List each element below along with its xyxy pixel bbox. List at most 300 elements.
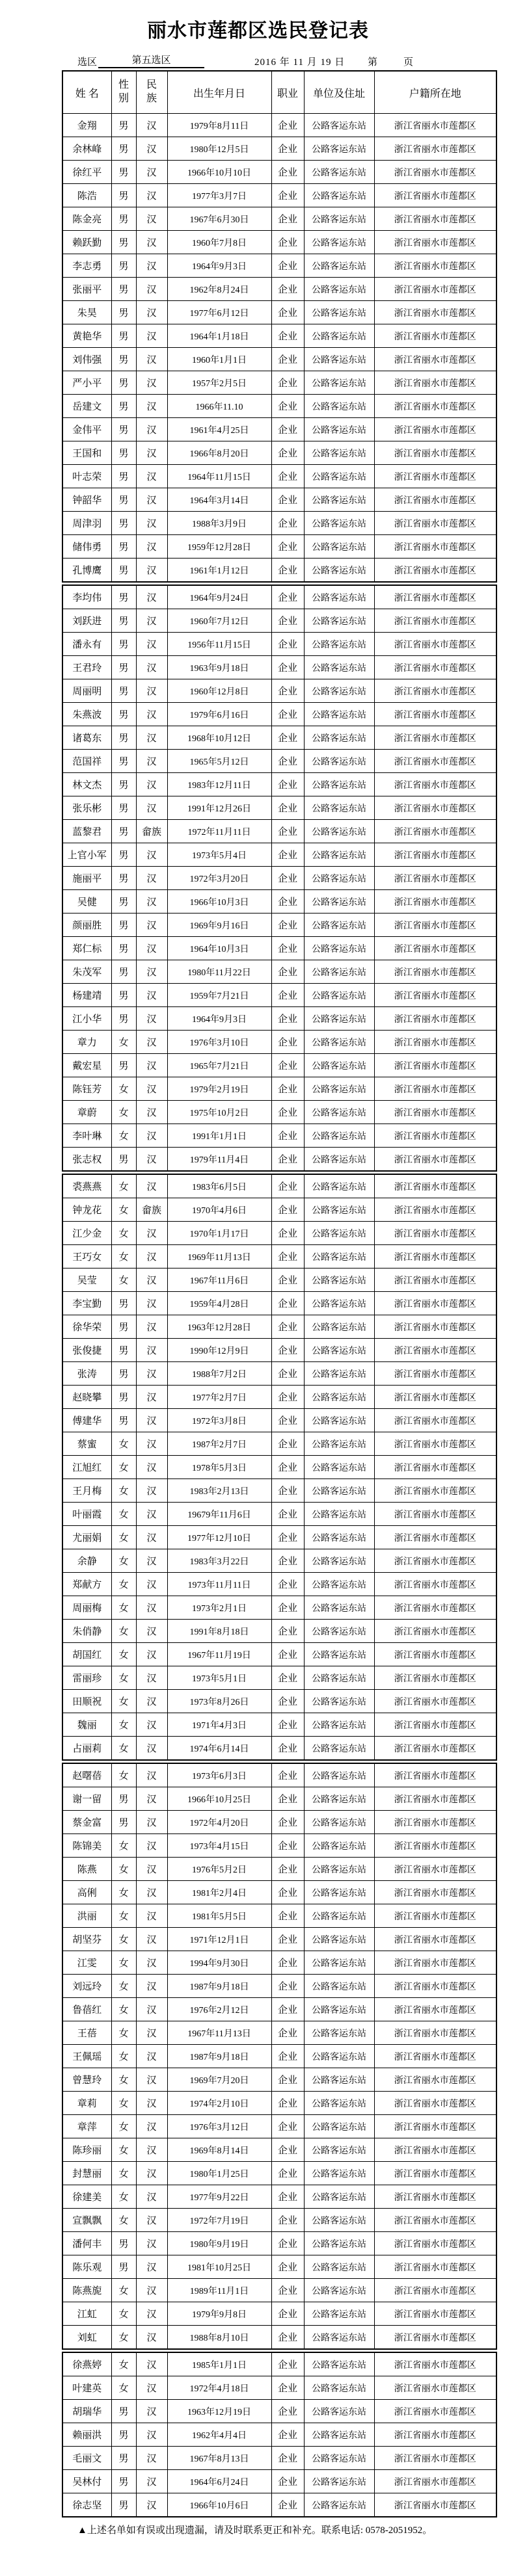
name-cell: 周丽明 xyxy=(62,679,111,703)
form-meta-line xyxy=(0,52,516,70)
voter-row xyxy=(62,1077,496,1101)
residence-cell: 浙江省丽水市莲都区 xyxy=(374,2021,496,2045)
name-cell: 徐燕婷 xyxy=(62,2352,111,2376)
voter-row xyxy=(62,2470,496,2493)
voter-row xyxy=(62,1690,496,1713)
voter-row xyxy=(62,2447,496,2470)
occupation-cell: 企业 xyxy=(271,585,304,609)
voter-row xyxy=(62,2352,496,2376)
gender-cell: 女 xyxy=(111,1124,136,1148)
residence-cell: 浙江省丽水市莲都区 xyxy=(374,2255,496,2279)
unit-cell: 公路客运东站 xyxy=(304,1928,374,1951)
column-header-ethnicity xyxy=(136,71,167,114)
gender-cell: 男 xyxy=(111,137,136,161)
unit-cell: 公路客运东站 xyxy=(304,1174,374,1198)
birthdate-cell: 1969年11月13日 xyxy=(167,1245,271,1268)
gender-cell: 女 xyxy=(111,1881,136,1904)
gender-cell: 女 xyxy=(111,1690,136,1713)
ethnicity-cell: 汉 xyxy=(136,679,167,703)
birthdate-cell: 1967年6月30日 xyxy=(167,207,271,231)
name-cell: 周丽梅 xyxy=(62,1596,111,1620)
gender-cell: 男 xyxy=(111,2470,136,2493)
voter-row xyxy=(62,137,496,161)
ethnicity-cell: 汉 xyxy=(136,703,167,726)
occupation-cell: 企业 xyxy=(271,2138,304,2162)
gender-cell: 女 xyxy=(111,1666,136,1690)
name-cell: 徐建美 xyxy=(62,2185,111,2209)
residence-cell: 浙江省丽水市莲都区 xyxy=(374,2302,496,2326)
name-cell: 徐华荣 xyxy=(62,1315,111,1339)
ethnicity-cell: 汉 xyxy=(136,1975,167,1998)
voter-row xyxy=(62,441,496,465)
birthdate-cell: 1994年9月30日 xyxy=(167,1951,271,1975)
residence-cell: 浙江省丽水市莲都区 xyxy=(374,1362,496,1386)
gender-cell: 女 xyxy=(111,1526,136,1549)
voter-row xyxy=(62,1998,496,2021)
gender-cell: 男 xyxy=(111,937,136,960)
gender-cell: 女 xyxy=(111,1737,136,1761)
birthdate-cell: 1980年1月25日 xyxy=(167,2162,271,2185)
ethnicity-cell: 汉 xyxy=(136,1245,167,1268)
birthdate-cell: 1957年2月5日 xyxy=(167,371,271,395)
occupation-cell: 企业 xyxy=(271,609,304,633)
occupation-cell: 企业 xyxy=(271,1975,304,1998)
voter-row xyxy=(62,1268,496,1292)
birthdate-cell: 1963年12月19日 xyxy=(167,2400,271,2423)
gender-cell: 女 xyxy=(111,2045,136,2068)
residence-cell: 浙江省丽水市莲都区 xyxy=(374,254,496,278)
name-cell: 章力 xyxy=(62,1031,111,1054)
voter-row xyxy=(62,960,496,984)
birthdate-cell: 1968年10月12日 xyxy=(167,726,271,750)
voter-row xyxy=(62,231,496,254)
gender-cell: 女 xyxy=(111,2209,136,2232)
residence-cell: 浙江省丽水市莲都区 xyxy=(374,161,496,184)
gender-cell: 男 xyxy=(111,656,136,679)
ethnicity-cell: 汉 xyxy=(136,1148,167,1172)
name-cell: 郑仁标 xyxy=(62,937,111,960)
name-cell: 陈浩 xyxy=(62,184,111,207)
unit-cell: 公路客运东站 xyxy=(304,1549,374,1573)
occupation-cell: 企业 xyxy=(271,2423,304,2447)
occupation-cell: 企业 xyxy=(271,184,304,207)
occupation-cell: 企业 xyxy=(271,2092,304,2115)
unit-cell: 公路客运东站 xyxy=(304,2279,374,2302)
voter-row xyxy=(62,1834,496,1858)
residence-cell: 浙江省丽水市莲都区 xyxy=(374,937,496,960)
gender-cell: 女 xyxy=(111,2279,136,2302)
ethnicity-cell: 汉 xyxy=(136,2423,167,2447)
unit-cell: 公路客运东站 xyxy=(304,1456,374,1479)
voter-table-section-1 xyxy=(62,70,497,583)
unit-cell: 公路客运东站 xyxy=(304,254,374,278)
unit-cell: 公路客运东站 xyxy=(304,1222,374,1245)
birthdate-cell: 1962年8月24日 xyxy=(167,278,271,301)
ethnicity-cell: 汉 xyxy=(136,1222,167,1245)
gender-cell: 男 xyxy=(111,535,136,559)
ethnicity-cell: 汉 xyxy=(136,1549,167,1573)
gender-cell: 男 xyxy=(111,231,136,254)
name-cell: 占丽莉 xyxy=(62,1737,111,1761)
ethnicity-cell: 汉 xyxy=(136,1268,167,1292)
name-cell: 刘虹 xyxy=(62,2326,111,2350)
gender-cell: 男 xyxy=(111,184,136,207)
unit-cell: 公路客运东站 xyxy=(304,348,374,371)
residence-cell: 浙江省丽水市莲都区 xyxy=(374,867,496,890)
unit-cell: 公路客运东站 xyxy=(304,1998,374,2021)
residence-cell: 浙江省丽水市莲都区 xyxy=(374,843,496,867)
name-cell: 叶丽霞 xyxy=(62,1503,111,1526)
birthdate-cell: 1975年10月2日 xyxy=(167,1101,271,1124)
occupation-cell: 企业 xyxy=(271,1787,304,1811)
name-cell: 赵曙蓓 xyxy=(62,1763,111,1787)
gender-cell: 男 xyxy=(111,1409,136,1432)
ethnicity-cell: 汉 xyxy=(136,1928,167,1951)
occupation-cell: 企业 xyxy=(271,2447,304,2470)
unit-cell: 公路客运东站 xyxy=(304,2092,374,2115)
ethnicity-cell: 汉 xyxy=(136,324,167,348)
residence-cell: 浙江省丽水市莲都区 xyxy=(374,1174,496,1198)
name-cell: 余林峰 xyxy=(62,137,111,161)
voter-row xyxy=(62,1549,496,1573)
name-cell: 蓝黎君 xyxy=(62,820,111,843)
residence-cell: 浙江省丽水市莲都区 xyxy=(374,1101,496,1124)
residence-cell: 浙江省丽水市莲都区 xyxy=(374,1148,496,1172)
unit-cell: 公路客运东站 xyxy=(304,2376,374,2400)
occupation-cell: 企业 xyxy=(271,843,304,867)
name-cell: 孔博鹰 xyxy=(62,559,111,583)
occupation-cell: 企业 xyxy=(271,796,304,820)
voter-row xyxy=(62,2326,496,2350)
gender-cell: 男 xyxy=(111,984,136,1007)
birthdate-cell: 1964年10月3日 xyxy=(167,937,271,960)
name-cell: 胡国红 xyxy=(62,1643,111,1666)
gender-cell: 女 xyxy=(111,1432,136,1456)
gender-cell: 男 xyxy=(111,890,136,913)
footer-note: ▲上述名单如有误或出现遗漏，请及时联系更正和补充。联系电话: 0578-2051952。 xyxy=(77,2525,433,2536)
occupation-cell: 企业 xyxy=(271,324,304,348)
name-cell: 蔡金富 xyxy=(62,1811,111,1834)
column-header-name: 姓 名 xyxy=(62,71,111,114)
column-header-occupation: 职业 xyxy=(271,71,304,114)
occupation-cell: 企业 xyxy=(271,301,304,324)
residence-cell: 浙江省丽水市莲都区 xyxy=(374,1713,496,1737)
voter-row xyxy=(62,937,496,960)
ethnicity-cell: 汉 xyxy=(136,2162,167,2185)
birthdate-cell: 1987年2月7日 xyxy=(167,1432,271,1456)
residence-cell: 浙江省丽水市莲都区 xyxy=(374,1549,496,1573)
name-cell: 潘何丰 xyxy=(62,2232,111,2255)
voter-row xyxy=(62,1596,496,1620)
name-cell: 叶建英 xyxy=(62,2376,111,2400)
birthdate-cell: 1973年8月26日 xyxy=(167,1690,271,1713)
ethnicity-cell: 汉 xyxy=(136,301,167,324)
birthdate-cell: 1983年6月5日 xyxy=(167,1174,271,1198)
occupation-cell: 企业 xyxy=(271,2302,304,2326)
voter-row xyxy=(62,1174,496,1198)
birthdate-cell: 1976年2月12日 xyxy=(167,1998,271,2021)
name-cell: 颜丽胜 xyxy=(62,913,111,937)
occupation-cell: 企业 xyxy=(271,1124,304,1148)
occupation-cell: 企业 xyxy=(271,1148,304,1172)
ethnicity-cell: 汉 xyxy=(136,585,167,609)
gender-cell: 男 xyxy=(111,1315,136,1339)
unit-cell: 公路客运东站 xyxy=(304,1479,374,1503)
residence-cell: 浙江省丽水市莲都区 xyxy=(374,750,496,773)
residence-cell: 浙江省丽水市莲都区 xyxy=(374,1998,496,2021)
birthdate-cell: 1960年7月12日 xyxy=(167,609,271,633)
gender-cell: 女 xyxy=(111,1268,136,1292)
birthdate-cell: 1972年3月20日 xyxy=(167,867,271,890)
birthdate-cell: 1976年5月2日 xyxy=(167,1858,271,1881)
unit-cell: 公路客运东站 xyxy=(304,278,374,301)
gender-cell: 男 xyxy=(111,324,136,348)
voter-row xyxy=(62,2068,496,2092)
column-header-gender xyxy=(111,71,136,114)
unit-cell: 公路客运东站 xyxy=(304,114,374,137)
occupation-cell: 企业 xyxy=(271,1268,304,1292)
gender-cell: 女 xyxy=(111,1031,136,1054)
birthdate-cell: 1979年11月4日 xyxy=(167,1148,271,1172)
birthdate-cell: 1981年2月4日 xyxy=(167,1881,271,1904)
ethnicity-cell: 汉 xyxy=(136,960,167,984)
ethnicity-cell: 汉 xyxy=(136,1998,167,2021)
voter-row xyxy=(62,843,496,867)
voter-row xyxy=(62,890,496,913)
voter-row xyxy=(62,1928,496,1951)
birthdate-cell: 1973年5月4日 xyxy=(167,843,271,867)
ethnicity-cell: 汉 xyxy=(136,2470,167,2493)
occupation-cell: 企业 xyxy=(271,254,304,278)
birthdate-cell: 1987年9月18日 xyxy=(167,1975,271,1998)
ethnicity-cell: 汉 xyxy=(136,773,167,796)
birthdate-cell: 1963年12月28日 xyxy=(167,1315,271,1339)
ethnicity-cell: 汉 xyxy=(136,2045,167,2068)
residence-cell: 浙江省丽水市莲都区 xyxy=(374,1690,496,1713)
gender-cell: 男 xyxy=(111,679,136,703)
name-cell: 李志勇 xyxy=(62,254,111,278)
voter-row xyxy=(62,2045,496,2068)
occupation-cell: 企业 xyxy=(271,535,304,559)
occupation-cell: 企业 xyxy=(271,1904,304,1928)
voter-row xyxy=(62,2021,496,2045)
residence-cell: 浙江省丽水市莲都区 xyxy=(374,301,496,324)
occupation-cell: 企业 xyxy=(271,2326,304,2350)
page-prefix-label: 第 xyxy=(368,57,378,68)
occupation-cell: 企业 xyxy=(271,114,304,137)
ethnicity-cell: 汉 xyxy=(136,2232,167,2255)
voter-row xyxy=(62,184,496,207)
residence-cell: 浙江省丽水市莲都区 xyxy=(374,1596,496,1620)
unit-cell: 公路客运东站 xyxy=(304,184,374,207)
occupation-cell: 企业 xyxy=(271,161,304,184)
occupation-cell: 企业 xyxy=(271,1245,304,1268)
birthdate-cell: 1973年2月1日 xyxy=(167,1596,271,1620)
residence-cell: 浙江省丽水市莲都区 xyxy=(374,2279,496,2302)
name-cell: 金翔 xyxy=(62,114,111,137)
ethnicity-cell: 汉 xyxy=(136,726,167,750)
name-cell: 江旭红 xyxy=(62,1456,111,1479)
ethnicity-cell: 汉 xyxy=(136,2326,167,2350)
occupation-cell: 企业 xyxy=(271,984,304,1007)
ethnicity-cell: 汉 xyxy=(136,2115,167,2138)
ethnicity-cell: 汉 xyxy=(136,656,167,679)
voter-row xyxy=(62,395,496,418)
voter-row xyxy=(62,324,496,348)
unit-cell: 公路客运东站 xyxy=(304,324,374,348)
ethnicity-cell: 汉 xyxy=(136,1858,167,1881)
voter-row xyxy=(62,465,496,488)
voter-row xyxy=(62,1737,496,1761)
ethnicity-cell: 汉 xyxy=(136,1904,167,1928)
occupation-cell: 企业 xyxy=(271,1666,304,1690)
birthdate-cell: 1991年1月1日 xyxy=(167,1124,271,1148)
voter-row xyxy=(62,418,496,441)
birthdate-cell: 1965年5月12日 xyxy=(167,750,271,773)
occupation-cell: 企业 xyxy=(271,1998,304,2021)
birthdate-cell: 1976年3月10日 xyxy=(167,1031,271,1054)
residence-cell: 浙江省丽水市莲都区 xyxy=(374,1198,496,1222)
birthdate-cell: 1981年10月25日 xyxy=(167,2255,271,2279)
voter-row xyxy=(62,488,496,512)
unit-cell: 公路客运东站 xyxy=(304,679,374,703)
ethnicity-cell: 汉 xyxy=(136,1787,167,1811)
gender-cell: 女 xyxy=(111,1174,136,1198)
occupation-cell: 企业 xyxy=(271,371,304,395)
voter-table-section-2 xyxy=(62,585,497,1172)
birthdate-cell: 1977年3月7日 xyxy=(167,184,271,207)
unit-cell: 公路客运东站 xyxy=(304,796,374,820)
occupation-cell: 企业 xyxy=(271,703,304,726)
unit-cell: 公路客运东站 xyxy=(304,1124,374,1148)
birthdate-cell: 1969年9月16日 xyxy=(167,913,271,937)
residence-cell: 浙江省丽水市莲都区 xyxy=(374,1904,496,1928)
birthdate-cell: 1977年6月12日 xyxy=(167,301,271,324)
unit-cell: 公路客运东站 xyxy=(304,1386,374,1409)
birthdate-cell: 1988年7月2日 xyxy=(167,1362,271,1386)
ethnicity-cell: 汉 xyxy=(136,1881,167,1904)
gender-cell: 女 xyxy=(111,1834,136,1858)
residence-cell: 浙江省丽水市莲都区 xyxy=(374,1245,496,1268)
occupation-cell: 企业 xyxy=(271,1339,304,1362)
name-cell: 杨建靖 xyxy=(62,984,111,1007)
birthdate-cell: 1973年11月11日 xyxy=(167,1573,271,1596)
ethnicity-cell: 汉 xyxy=(136,1620,167,1643)
occupation-cell: 企业 xyxy=(271,750,304,773)
gender-cell: 女 xyxy=(111,1456,136,1479)
name-cell: 张乐彬 xyxy=(62,796,111,820)
occupation-cell: 企业 xyxy=(271,1763,304,1787)
occupation-cell: 企业 xyxy=(271,2232,304,2255)
birthdate-cell: 1969年8月14日 xyxy=(167,2138,271,2162)
residence-cell: 浙江省丽水市莲都区 xyxy=(374,512,496,535)
gender-cell: 男 xyxy=(111,1787,136,1811)
name-cell: 徐志坚 xyxy=(62,2493,111,2517)
occupation-cell: 企业 xyxy=(271,1315,304,1339)
unit-cell: 公路客运东站 xyxy=(304,1975,374,1998)
ethnicity-cell: 汉 xyxy=(136,512,167,535)
occupation-cell: 企业 xyxy=(271,1479,304,1503)
occupation-cell: 企业 xyxy=(271,1596,304,1620)
ethnicity-cell: 汉 xyxy=(136,231,167,254)
name-cell: 诸葛东 xyxy=(62,726,111,750)
name-cell: 张志权 xyxy=(62,1148,111,1172)
birthdate-cell: 1973年4月15日 xyxy=(167,1834,271,1858)
unit-cell: 公路客运东站 xyxy=(304,535,374,559)
ethnicity-cell: 汉 xyxy=(136,2376,167,2400)
gender-cell: 女 xyxy=(111,1503,136,1526)
birthdate-cell: 1967年11月13日 xyxy=(167,2021,271,2045)
ethnicity-cell: 汉 xyxy=(136,1315,167,1339)
occupation-cell: 企业 xyxy=(271,1549,304,1573)
unit-cell: 公路客运东站 xyxy=(304,2302,374,2326)
occupation-cell: 企业 xyxy=(271,1881,304,1904)
ethnicity-cell: 汉 xyxy=(136,161,167,184)
residence-cell: 浙江省丽水市莲都区 xyxy=(374,1834,496,1858)
birthdate-cell: 1979年9月8日 xyxy=(167,2302,271,2326)
name-cell: 朱燕波 xyxy=(62,703,111,726)
name-cell: 陈乐观 xyxy=(62,2255,111,2279)
ethnicity-cell: 畲族 xyxy=(136,820,167,843)
voter-row xyxy=(62,1222,496,1245)
form-date: 2016 年 11 月 19 日 xyxy=(254,57,346,68)
voter-row xyxy=(62,585,496,609)
ethnicity-cell: 汉 xyxy=(136,1386,167,1409)
gender-cell: 男 xyxy=(111,843,136,867)
name-cell: 徐红平 xyxy=(62,161,111,184)
unit-cell: 公路客运东站 xyxy=(304,1951,374,1975)
ethnicity-cell: 汉 xyxy=(136,2092,167,2115)
occupation-cell: 企业 xyxy=(271,488,304,512)
gender-cell: 男 xyxy=(111,2423,136,2447)
occupation-cell: 企业 xyxy=(271,1386,304,1409)
voter-table-section-3 xyxy=(62,1174,497,1761)
occupation-cell: 企业 xyxy=(271,1222,304,1245)
unit-cell: 公路客运东站 xyxy=(304,1713,374,1737)
residence-cell: 浙江省丽水市莲都区 xyxy=(374,1858,496,1881)
ethnicity-cell: 汉 xyxy=(136,1339,167,1362)
unit-cell: 公路客运东站 xyxy=(304,2162,374,2185)
voter-row xyxy=(62,1666,496,1690)
residence-cell: 浙江省丽水市莲都区 xyxy=(374,1975,496,1998)
name-cell: 张涛 xyxy=(62,1362,111,1386)
birthdate-cell: 1959年12月28日 xyxy=(167,535,271,559)
occupation-cell: 企业 xyxy=(271,1690,304,1713)
birthdate-cell: 1964年3月14日 xyxy=(167,488,271,512)
gender-cell: 男 xyxy=(111,609,136,633)
birthdate-cell: 1973年6月3日 xyxy=(167,1763,271,1787)
gender-cell: 女 xyxy=(111,2302,136,2326)
column-header-unit: 单位及住址 xyxy=(304,71,374,114)
name-cell: 曾慧玲 xyxy=(62,2068,111,2092)
ethnicity-cell: 汉 xyxy=(136,913,167,937)
occupation-cell: 企业 xyxy=(271,2470,304,2493)
occupation-cell: 企业 xyxy=(271,1101,304,1124)
name-cell: 吴健 xyxy=(62,890,111,913)
occupation-cell: 企业 xyxy=(271,1432,304,1456)
unit-cell: 公路客运东站 xyxy=(304,843,374,867)
birthdate-cell: 1991年12月26日 xyxy=(167,796,271,820)
occupation-cell: 企业 xyxy=(271,1007,304,1031)
voter-row xyxy=(62,679,496,703)
residence-cell: 浙江省丽水市莲都区 xyxy=(374,137,496,161)
ethnicity-cell: 汉 xyxy=(136,1362,167,1386)
birthdate-cell: 19679年11月6日 xyxy=(167,1503,271,1526)
gender-cell: 女 xyxy=(111,1763,136,1787)
unit-cell: 公路客运东站 xyxy=(304,2068,374,2092)
voter-row xyxy=(62,820,496,843)
gender-cell: 女 xyxy=(111,2115,136,2138)
